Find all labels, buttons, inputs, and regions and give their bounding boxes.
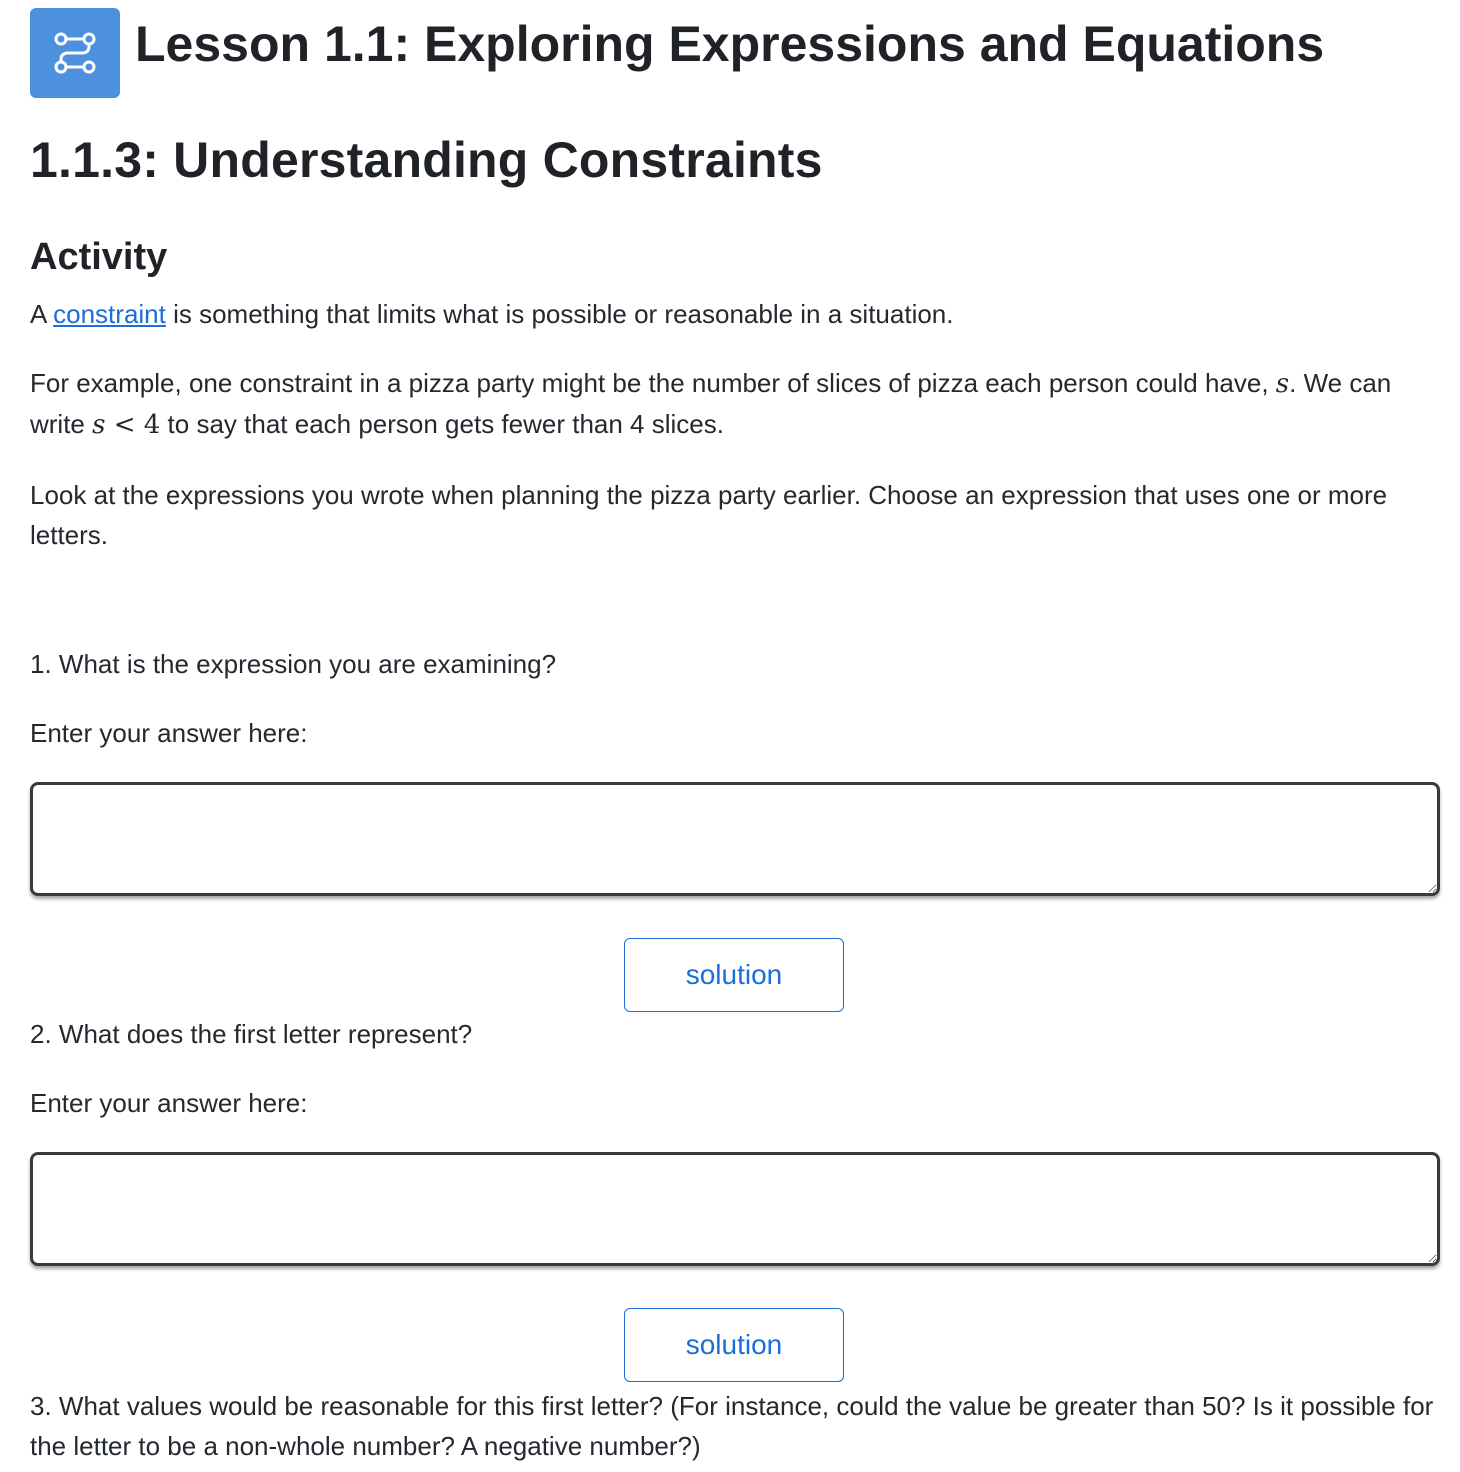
math-var: s	[1275, 369, 1290, 399]
math-inequality-var: s	[92, 410, 106, 440]
definition-suffix: is something that limits what is possible or reasonable in a situation.	[165, 299, 954, 329]
section-title: 1.1.3: Understanding Constraints	[30, 132, 823, 188]
math-inequality-rel: < 4	[105, 410, 161, 440]
question-3: 3. What values would be reasonable for this first letter? (For instance, could the value be greater than 50? Is it possible for the letter to be a non-whole number? A negative number?)	[30, 1391, 1434, 1461]
solution-row-2	[30, 1308, 1440, 1382]
definition-prefix: A	[30, 299, 54, 329]
question-2: 2. What does the first letter represent?	[30, 1019, 473, 1049]
solution-button-1[interactable]: solution	[624, 938, 844, 1012]
activity-heading: Activity	[30, 236, 168, 278]
constraint-definition	[30, 294, 1440, 334]
answer-input-2[interactable]	[30, 1152, 1440, 1266]
answer-label-1: Enter your answer here:	[30, 718, 308, 748]
pizza-example	[30, 363, 1440, 445]
activity-instruction: Look at the expressions you wrote when planning the pizza party earlier. Choose an expression that uses one or more letters.	[30, 480, 1388, 550]
lesson-page	[30, 0, 1440, 1466]
math-inequality	[92, 410, 160, 440]
example-part3: to say that each person gets fewer than 4 slices.	[160, 409, 724, 439]
answer-label-2: Enter your answer here:	[30, 1088, 308, 1118]
example-part1: For example, one constraint in a pizza party might be the number of slices of pizza each person could have,	[30, 368, 1276, 398]
solution-row-1	[30, 938, 1440, 1012]
constraint-link[interactable]: constraint	[53, 299, 166, 329]
route-path-icon	[30, 8, 120, 98]
question-1: 1. What is the expression you are examining?	[30, 649, 557, 679]
answer-input-1[interactable]	[30, 782, 1440, 896]
solution-button-2[interactable]: solution	[624, 1308, 844, 1382]
lesson-title: Lesson 1.1: Exploring Expressions and Equations	[135, 16, 1325, 72]
math-variable-s	[1276, 369, 1289, 399]
lesson-header	[30, 0, 1440, 100]
example-part2: . We can write	[30, 368, 1392, 439]
